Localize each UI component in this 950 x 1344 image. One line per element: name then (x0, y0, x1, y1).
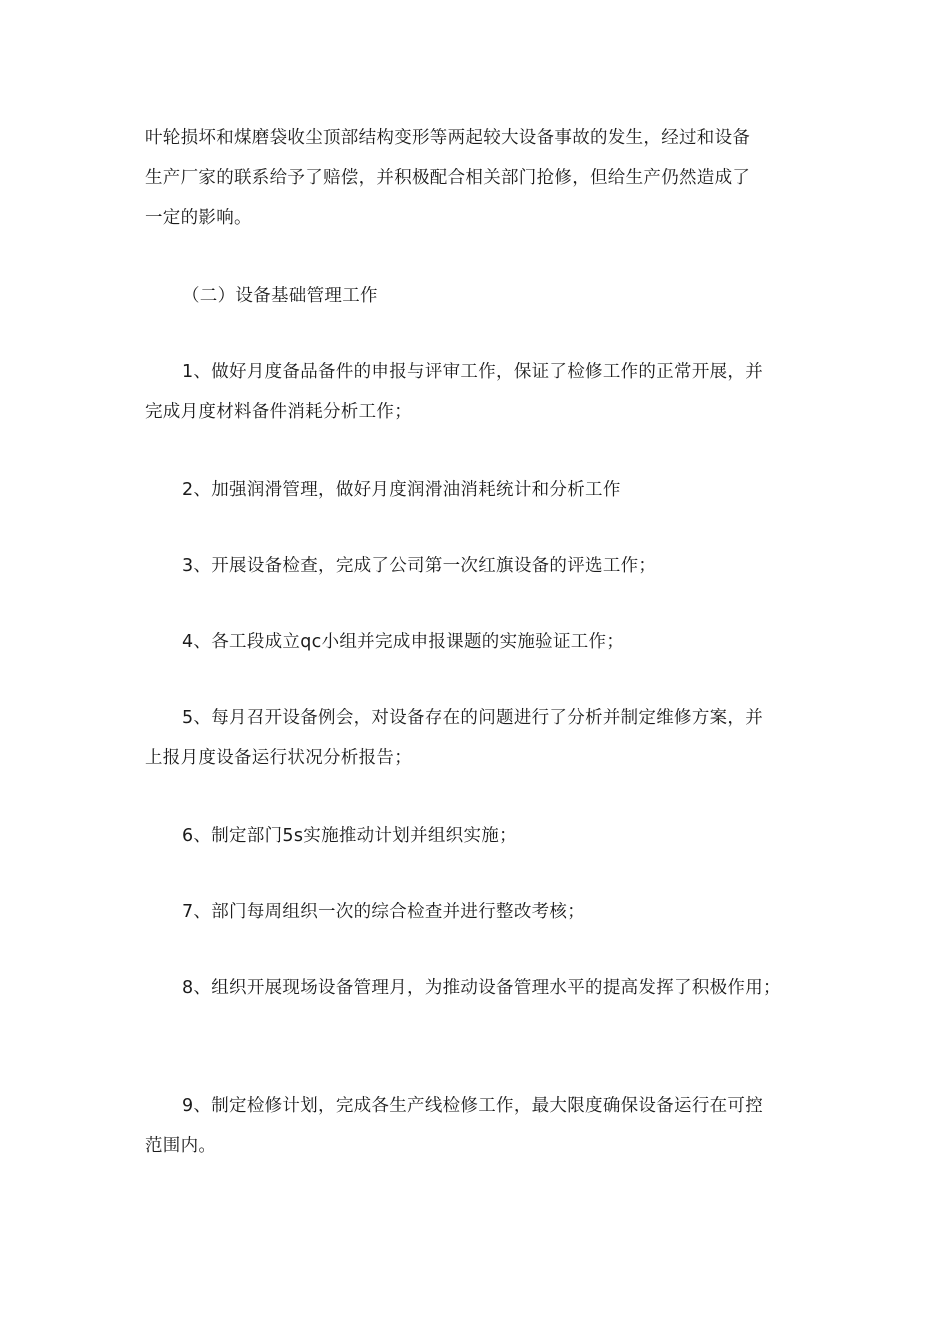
list-item-9-line-1: 9、制定检修计划，完成各生产线检修工作，最大限度确保设备运行在可控 (182, 1096, 764, 1116)
list-item-6: 6、制定部门5s实施推动计划并组织实施； (182, 826, 517, 846)
list-item-5-line-2: 上报月度设备运行状况分析报告； (145, 748, 412, 768)
list-item-9-line-2: 范围内。 (145, 1136, 217, 1156)
list-item-4: 4、各工段成立qc小组并完成申报课题的实施验证工作； (182, 632, 625, 652)
list-item-1-line-1: 1、做好月度备品备件的申报与评审工作，保证了检修工作的正常开展，并 (182, 362, 764, 382)
list-item-2: 2、加强润滑管理，做好月度润滑油消耗统计和分析工作 (182, 480, 621, 500)
paragraph-line: 生产厂家的联系给予了赔偿，并积极配合相关部门抢修，但给生产仍然造成了 (145, 168, 751, 188)
list-item-7: 7、部门每周组织一次的综合检查并进行整改考核； (182, 902, 586, 922)
list-item-8: 8、组织开展现场设备管理月，为推动设备管理水平的提高发挥了积极作用； (182, 978, 781, 998)
list-item-5-line-1: 5、每月召开设备例会，对设备存在的问题进行了分析并制定维修方案，并 (182, 708, 764, 728)
section-heading: （二）设备基础管理工作 (182, 286, 378, 306)
paragraph-line: 叶轮损坏和煤磨袋收尘顶部结构变形等两起较大设备事故的发生，经过和设备 (145, 128, 751, 148)
list-item-3: 3、开展设备检查，完成了公司第一次红旗设备的评选工作； (182, 556, 657, 576)
paragraph-line: 一定的影响。 (145, 208, 252, 228)
list-item-1-line-2: 完成月度材料备件消耗分析工作； (145, 402, 412, 422)
